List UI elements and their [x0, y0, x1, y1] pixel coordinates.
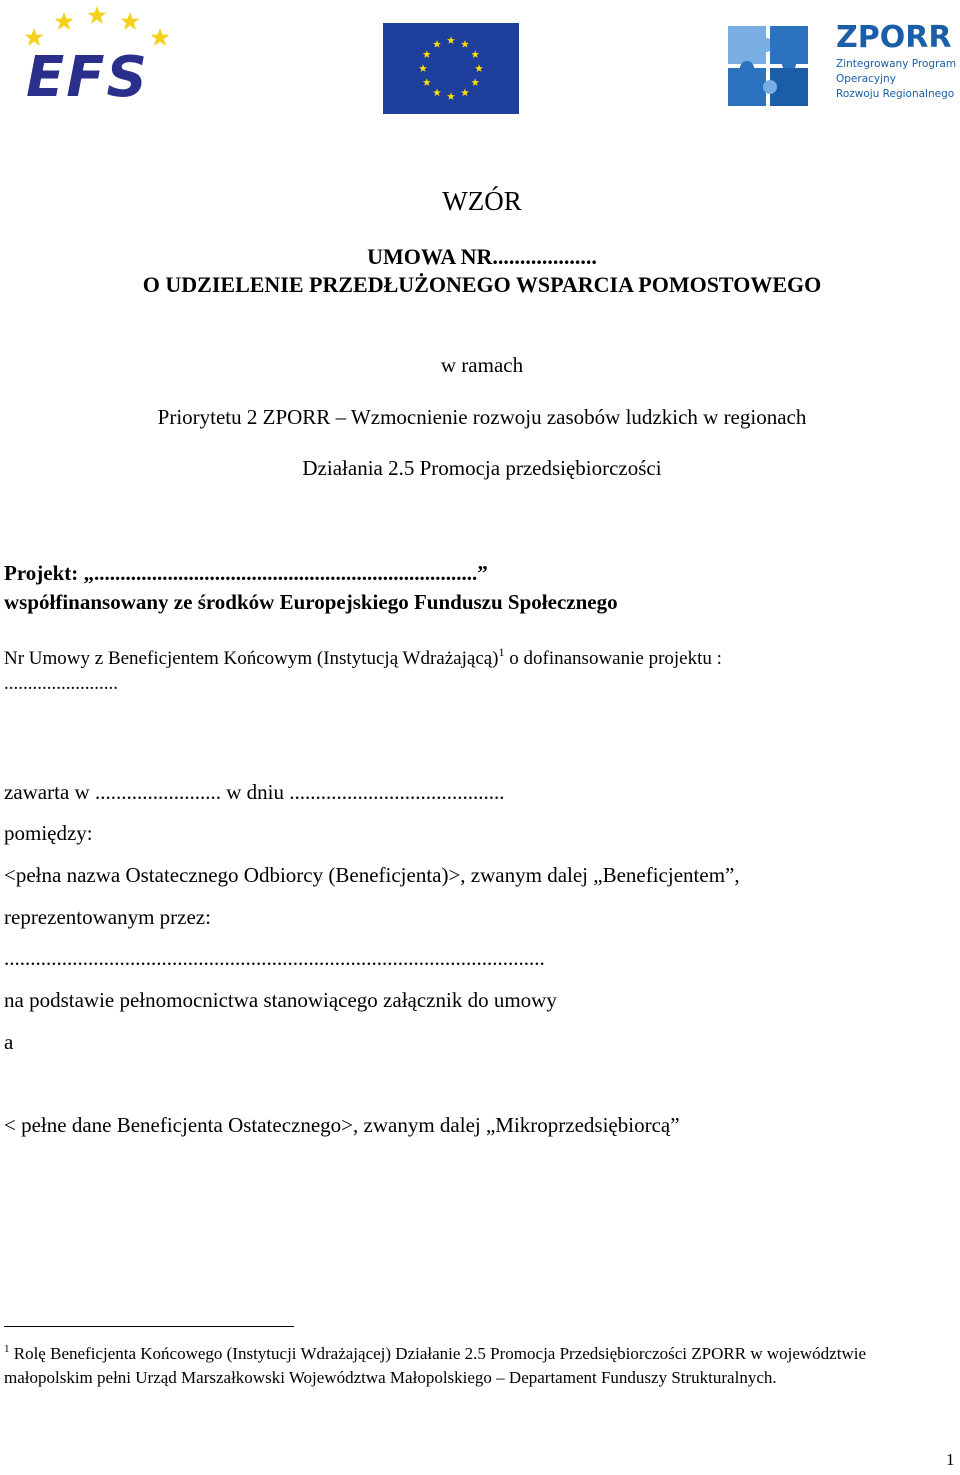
eu-star-icon [461, 89, 469, 97]
footnote-text: Rolę Beneficjenta Końcowego (Instytucji Wdrażającej) Działanie 2.5 Promocja Przedsiębiorczości ZPORR w województwie małopolskim pełni Urząd Marszałkowski Województwa Małopolskiego – Departament Funduszy Strukturalnych. [4, 1344, 866, 1387]
pomiedzy-line: pomiędzy: [4, 821, 93, 845]
nr-umowy-text-b: o dofinansowanie projektu : [504, 648, 722, 669]
zporr-title: ZPORR [836, 20, 952, 55]
zawarta-line: zawarta w ........................ w dniu ......................................... [4, 780, 505, 804]
eu-star-icon [423, 78, 431, 86]
eu-flag [383, 23, 519, 114]
pelna-nazwa-line: <pełna nazwa Ostatecznego Odbiorcy (Beneficjenta)>, zwanym dalej „Beneficjentem”, [4, 863, 740, 887]
efs-logo-text: EFS [26, 45, 149, 110]
eu-star-icon [423, 50, 431, 58]
footnote-ref: 1 [498, 645, 505, 659]
eu-star-icon [461, 40, 469, 48]
contract-number: UMOWA NR................... [367, 244, 597, 269]
nr-umowy-line [4, 645, 722, 670]
wzor-heading: WZÓR [442, 186, 522, 216]
eu-star-icon [433, 89, 441, 97]
footnote [4, 1337, 944, 1390]
nr-umowy-dots: ........................ [4, 673, 118, 694]
footnote-number: 1 [4, 1343, 10, 1355]
eu-star-icon [471, 50, 479, 58]
pelnomocnictwo-line: na podstawie pełnomocnictwa stanowiącego załącznik do umowy [4, 988, 557, 1012]
page-number: 1 [946, 1450, 955, 1469]
wspolfinansowany-line: współfinansowany ze środków Europejskiego Funduszu Społecznego [4, 590, 618, 614]
footnote-separator [4, 1326, 294, 1327]
a-line: a [4, 1030, 14, 1054]
zporr-line1: Zintegrowany Program [836, 58, 957, 70]
nr-umowy-text: Nr Umowy z Beneficjentem Końcowym (Instytucją Wdrażającą) [4, 648, 499, 669]
dzialanie: Działania 2.5 Promocja przedsiębiorczości [302, 456, 662, 480]
contract-title: O UDZIELENIE PRZEDŁUŻONEGO WSPARCIA POMOSTOWEGO [142, 272, 822, 297]
pelne-dane-line: < pełne dane Beneficjenta Ostatecznego>, zwanym dalej „Mikroprzedsiębiorcą” [4, 1113, 680, 1137]
eu-star-icon [447, 36, 455, 44]
eu-flag-icon [383, 23, 519, 114]
w-ramach: w ramach [440, 353, 524, 377]
reprezentowanym-line: reprezentowanym przez: [4, 905, 211, 929]
zporr-line2: Operacyjny [836, 73, 896, 85]
eu-star-icon [447, 92, 455, 100]
projekt-line: Projekt: „.........................................................................” [4, 561, 488, 585]
priorytet: Priorytetu 2 ZPORR – Wzmocnienie rozwoju zasobów ludzkich w regionach [157, 405, 807, 429]
puzzle-icon [724, 18, 814, 112]
efs-logo [22, 6, 172, 110]
eu-star-icon [475, 64, 483, 72]
eu-star-icon [471, 78, 479, 86]
eu-star-icon [419, 64, 427, 72]
zporr-logo [724, 18, 957, 112]
eu-star-icon [433, 40, 441, 48]
zporr-line3: Rozwoju Regionalnego [836, 88, 955, 100]
representative-dots: ....................................................................................................... [4, 946, 545, 970]
